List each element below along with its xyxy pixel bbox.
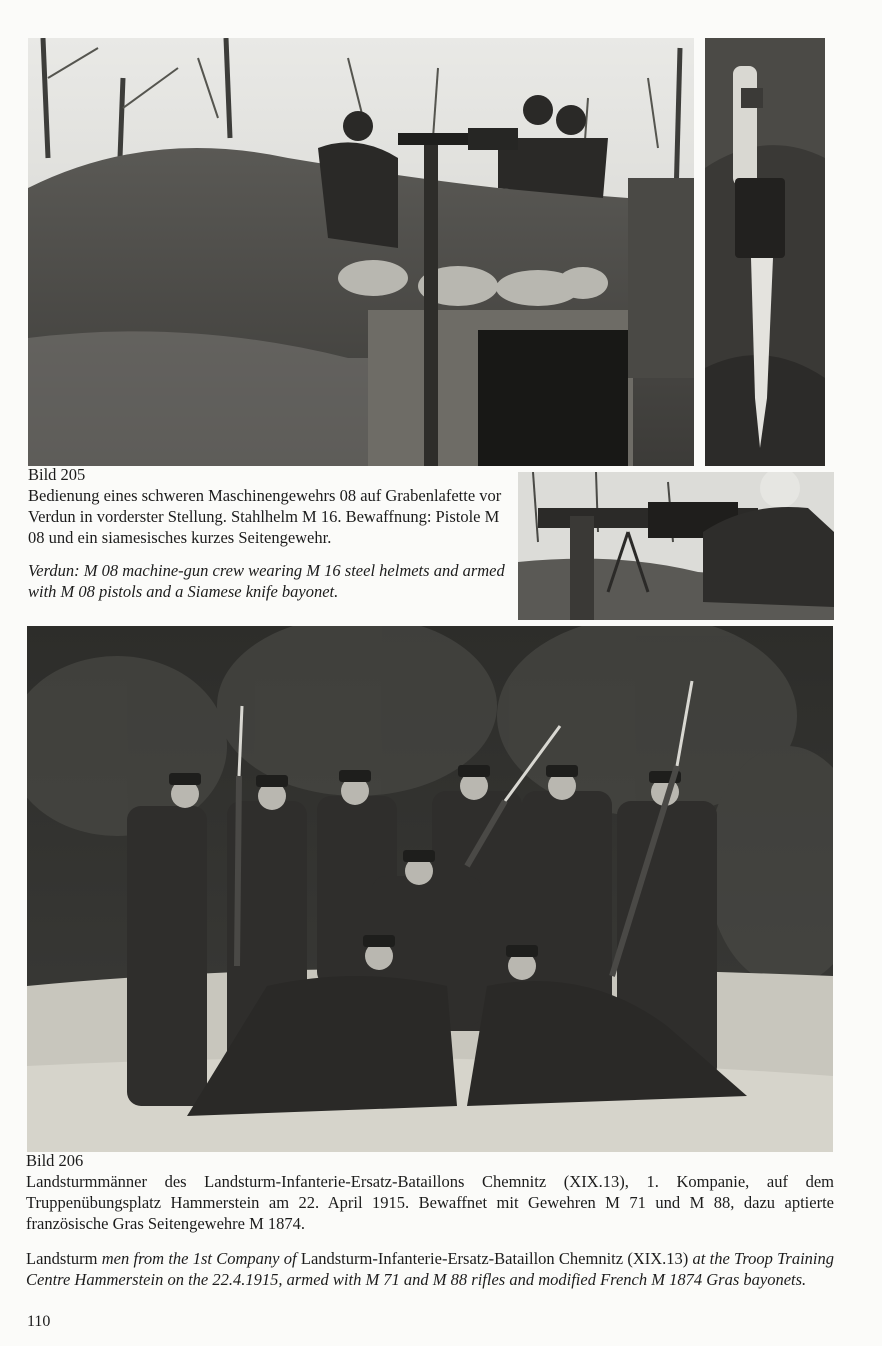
figure-206-caption-german: Landsturmmänner des Landsturm-Infanterie-Ersatz-Bataillons Chemnitz (XIX.13), 1. Kompanie, auf dem Truppenübungsplatz Hammerstein am 22. April 1915. Bewaffnet mit Gewehren M 71 und M 88, dazu aptierte französische Gras Seitengewehre M 1874. bbox=[26, 1172, 834, 1233]
figure-205-caption-english: Verdun: M 08 machine-gun crew wearing M 16 steel helmets and armed with M 08 pistols and a Siamese knife bayonet. bbox=[28, 561, 505, 601]
figure-205-caption-german: Bedienung eines schweren Maschinengewehrs 08 auf Grabenlafette vor Verdun in vorderster Stellung. Stahlhelm M 16. Bewaffnung: Pistole M 08 und ein siamesisches kurzes Seitengewehr. bbox=[28, 486, 502, 547]
caption-part: Landsturm-Infanterie-Ersatz-Bataillon Chemnitz (XIX.13) bbox=[300, 1249, 689, 1268]
bayonet-detail-photo bbox=[705, 38, 825, 466]
landsturm-group-photo bbox=[27, 626, 833, 1152]
figure-206-caption bbox=[26, 1150, 834, 1290]
trench-machine-gun-photo bbox=[28, 38, 694, 466]
figure-206-label: Bild 206 bbox=[26, 1151, 84, 1170]
figure-205-label: Bild 205 bbox=[28, 465, 86, 484]
caption-part: Landsturm bbox=[26, 1249, 98, 1268]
machine-gun-closeup-photo bbox=[518, 472, 834, 620]
page-number: 110 bbox=[27, 1313, 51, 1330]
figure-205-caption bbox=[28, 464, 510, 602]
figure-206-caption-english bbox=[26, 1248, 834, 1290]
caption-part: men from the 1st Company of bbox=[97, 1249, 301, 1268]
caption-part: at the Troop Training Centre Hammerstein on the 22.4.1915, armed with M 71 and M 88 rifles and modified French M 1874 Gras bayonets. bbox=[26, 1249, 834, 1289]
